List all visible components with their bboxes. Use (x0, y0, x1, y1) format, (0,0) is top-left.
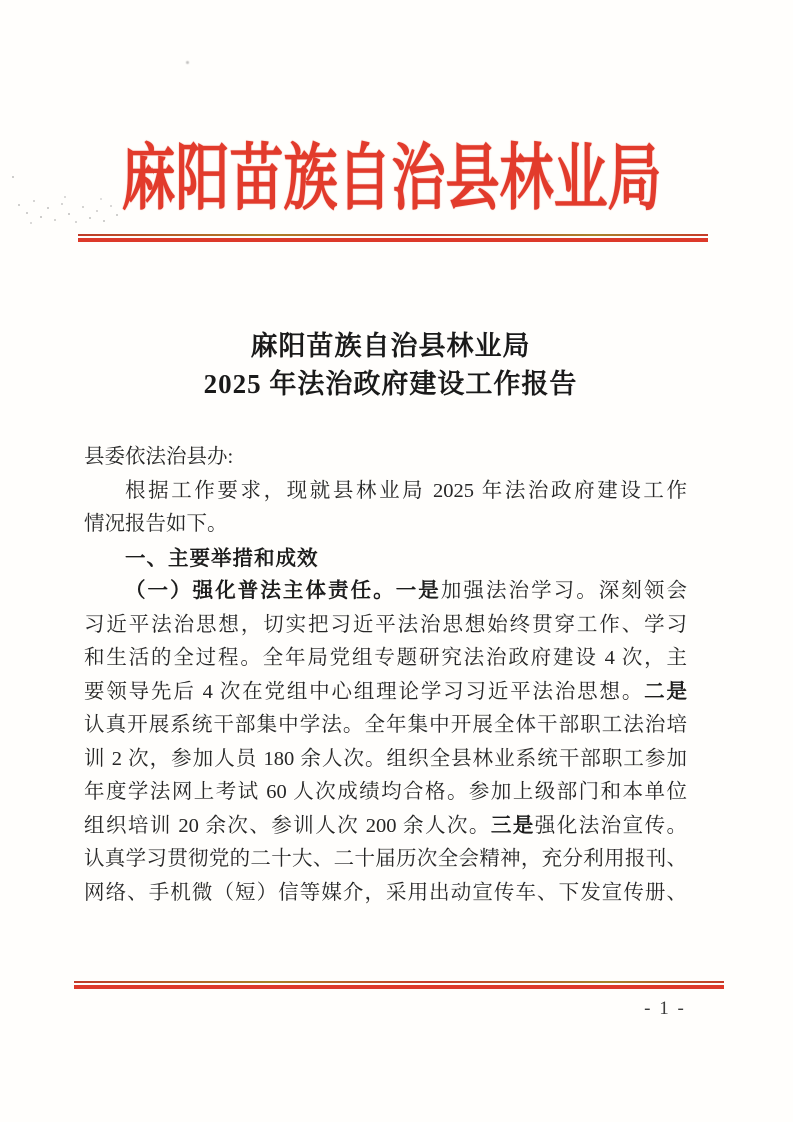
body-line: 习近平法治思想，切实把习近平法治思想始终贯穿工作、学习 (84, 613, 687, 636)
body-text: 加强法治学习。深刻领会 (440, 580, 687, 602)
letterhead-divider-rule (78, 234, 708, 242)
intro-line-2: 情况报告如下。 (84, 513, 228, 535)
emphasis-text: 三是 (490, 814, 535, 837)
body-line: 认真学习贯彻党的二十大、二十届历次全会精神，充分利用报刊、 (84, 848, 687, 870)
intro-line-1: 根据工作要求，现就县林业局 2025 年法治政府建设工作 (125, 479, 687, 502)
body-line: 和生活的全过程。全年局党组专题研究法治政府建设 4 次，主 (84, 647, 687, 669)
salutation: 县委依法治县办: (84, 446, 234, 468)
body-line (84, 575, 687, 609)
body-line (84, 676, 687, 710)
letterhead (0, 137, 793, 219)
body-line: 年度学法网上考试 60 人次成绩均合格。参加上级部门和本单位 (84, 781, 687, 803)
body-text: 组织培训 20 余次、参训人次 200 余人次。 (84, 814, 491, 837)
emphasis-text: 二是 (644, 680, 688, 703)
body-line (84, 810, 687, 844)
section-heading: 一、主要举措和成效 (125, 546, 319, 570)
body-line: 认真开展系统干部集中学法。全年集中开展全体干部职工法治培 (84, 714, 687, 736)
divider-thin-line (74, 981, 724, 983)
subsection-heading: （一）强化普法主体责任。一是 (125, 580, 441, 602)
body-line: 网络、手机微（短）信等媒介，采用出动宣传车、下发宣传册、 (84, 881, 687, 904)
document-title (0, 327, 787, 403)
document-body (84, 441, 687, 910)
body-line: 训 2 次，参加人员 180 余人次。组织全县林业系统干部职工参加 (84, 747, 687, 770)
body-text: 强化法治宣传。 (534, 814, 688, 837)
document-title-line2: 2025 年法治政府建设工作报告 (203, 369, 578, 399)
document-title-line1: 麻阳苗族自治县林业局 (250, 331, 531, 361)
letterhead-org-name: 麻阳苗族自治县林业局 (121, 137, 662, 219)
page-number: - 1 - (644, 998, 686, 1019)
divider-thick-line (74, 985, 724, 989)
divider-thick-line (78, 238, 708, 242)
scan-noise-dot (186, 61, 189, 64)
body-text: 要领导先后 4 次在党组中心组理论学习习近平法治思想。 (84, 680, 645, 703)
divider-thin-line (78, 234, 708, 236)
footer-divider-rule (74, 981, 724, 989)
